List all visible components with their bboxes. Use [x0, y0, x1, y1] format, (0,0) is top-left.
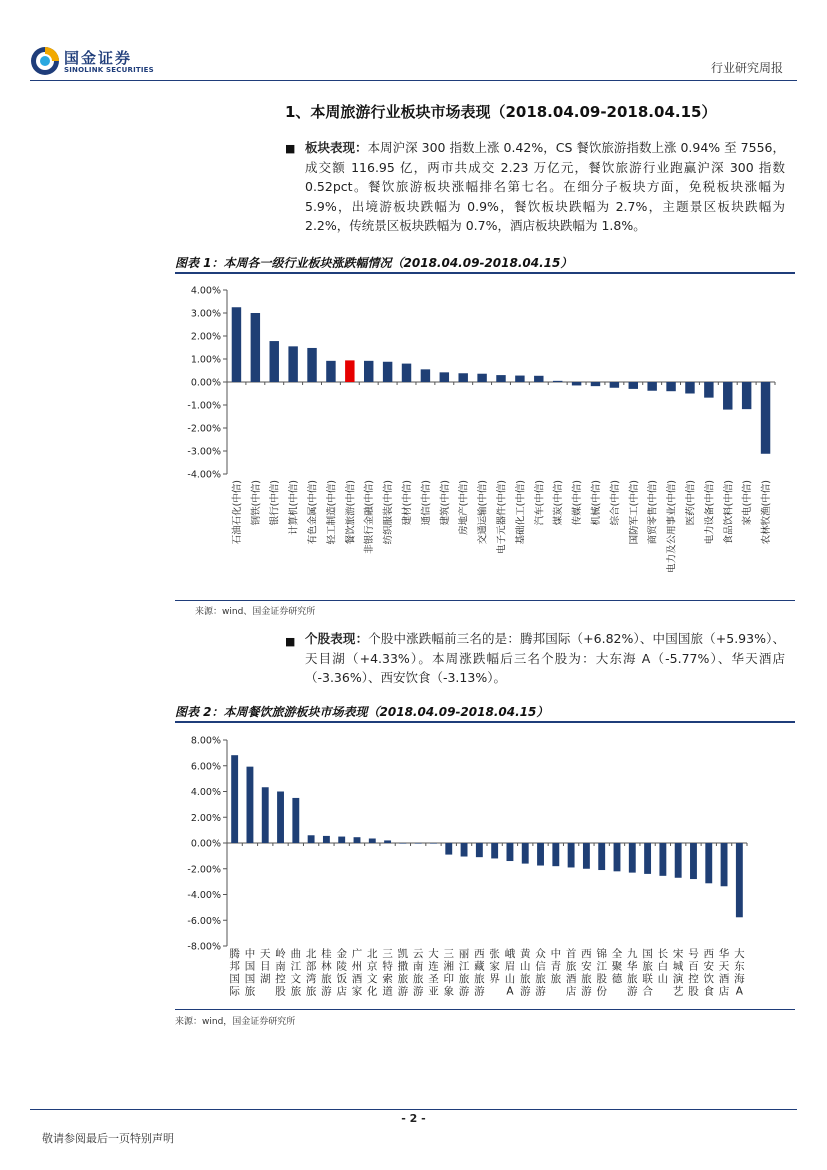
x-tick-label: 宋城演艺: [672, 948, 684, 998]
bar: [723, 382, 732, 410]
x-tick-label: 机械(中信): [590, 480, 602, 526]
x-tick-label: 西藏旅游: [474, 948, 485, 998]
bar: [477, 374, 486, 382]
x-tick-label: 张家界: [489, 948, 500, 985]
x-tick-label: 丽江旅游: [458, 948, 470, 998]
x-tick-label: 电力及公用事业(中信): [666, 480, 678, 573]
x-tick-label: 北京文化: [367, 948, 378, 998]
bar: [461, 843, 468, 857]
x-tick-label: 非银行金融(中信): [364, 480, 376, 554]
x-tick-label: 中青旅: [550, 948, 562, 985]
x-tick-label: 金陵饭店: [336, 948, 347, 998]
bar: [675, 843, 682, 878]
y-tick-label: -4.00%: [187, 469, 221, 481]
y-tick-label: 8.00%: [190, 735, 221, 747]
bar: [705, 843, 712, 883]
bar: [445, 843, 452, 855]
x-tick-label: 凯撒旅游: [397, 948, 409, 998]
report-type: 行业研究周报: [710, 61, 783, 75]
bar: [610, 382, 619, 388]
x-tick-label: 长白山: [657, 948, 669, 985]
x-tick-label: 餐饮旅游(中信): [345, 480, 357, 545]
x-tick-label: 广州酒家: [351, 948, 363, 998]
bar: [308, 835, 315, 843]
x-tick-label: 传媒(中信): [572, 480, 584, 526]
x-tick-label: 北部湾旅: [305, 948, 317, 998]
paragraph-text: 本周沪深 300 指数上涨 0.42%，CS 餐饮旅游指数上涨 0.94% 至 7556，成交额 116.95 亿，两市共成交 2.23 万亿元，餐饮旅游行业跑赢沪深 300 指数 0.52pct。餐饮旅游板块涨幅排名第七名。在细分子板块方面，免税板块涨幅为 5.9%，出境游板块跌幅为 0.9%，餐饮板块跌幅为 2.7%，主题景区板块跌幅为 2.2%，传统景区板块跌幅为 0.7%，酒店板块跌幅为 1.8%。: [305, 140, 785, 234]
x-tick-label: 汽车(中信): [534, 480, 546, 526]
x-tick-label: 电力设备(中信): [704, 480, 716, 545]
bar: [552, 843, 559, 866]
x-tick-label: 建材(中信): [402, 480, 414, 526]
x-tick-label: 号百控股: [688, 948, 699, 998]
y-tick-label: 0.00%: [190, 377, 221, 389]
bar: [323, 836, 330, 843]
y-tick-label: 3.00%: [190, 308, 221, 320]
bar: [430, 843, 437, 844]
bar: [262, 787, 269, 843]
bar: [421, 369, 430, 382]
bar: [251, 313, 260, 382]
bar: [598, 843, 605, 870]
bar: [364, 361, 373, 382]
bar: [644, 843, 651, 874]
bar: [629, 843, 636, 873]
section-title: 1、本周旅游行业板块市场表现（2018.04.09-2018.04.15）: [285, 103, 717, 121]
x-tick-label: 九华旅游: [627, 948, 638, 998]
figure1-bottom-rule: [175, 600, 795, 601]
bar: [402, 364, 411, 382]
bar: [326, 361, 335, 382]
x-tick-label: 电子元器件(中信): [496, 480, 508, 554]
bar: [761, 382, 770, 454]
figure1-top-rule: [175, 272, 795, 274]
y-tick-label: 2.00%: [190, 331, 221, 343]
x-tick-label: 众信旅游: [535, 948, 546, 998]
bullet-icon: ■: [285, 635, 296, 648]
x-tick-label: 有色金属(中信): [307, 480, 319, 545]
x-tick-label: 农林牧渔(中信): [761, 480, 773, 545]
x-tick-label: 岭南控股: [275, 948, 286, 998]
paragraph-text: 个股中涨跌幅前三名的是：腾邦国际（+6.82%）、中国国旅（+5.93%）、天目湖（+4.33%）。本周涨跌幅后三名个股为：大东海 A（-5.77%）、华天酒店（-3.36%）、西安饮食（-3.13%）。: [305, 631, 785, 686]
bar: [721, 843, 728, 886]
x-tick-label: 通信(中信): [420, 480, 432, 526]
bar: [614, 843, 621, 871]
x-tick-label: 房地产(中信): [458, 480, 470, 535]
y-tick-label: -3.00%: [187, 446, 221, 458]
bar: [458, 373, 467, 382]
bar: [399, 843, 406, 844]
x-tick-label: 曲江文旅: [290, 948, 302, 998]
bar: [277, 792, 284, 844]
bar: [522, 843, 529, 864]
bar: [666, 382, 675, 391]
bar: [591, 382, 600, 386]
x-tick-label: 大东海 A: [734, 948, 745, 998]
bar: [292, 798, 299, 843]
x-tick-label: 银行(中信): [269, 480, 281, 526]
bar: [496, 375, 505, 382]
x-tick-label: 煤炭(中信): [553, 480, 565, 526]
x-tick-label: 商贸零售(中信): [647, 480, 659, 545]
figure2-source: 来源：wind，国金证券研究所: [175, 1017, 296, 1027]
y-tick-label: -2.00%: [187, 864, 221, 876]
y-tick-label: -8.00%: [187, 941, 221, 953]
x-tick-label: 医药(中信): [685, 480, 697, 526]
bar: [572, 382, 581, 385]
bar: [742, 382, 751, 409]
bar: [345, 360, 354, 382]
bar: [384, 840, 391, 843]
figure2-title: 图表 2：本周餐饮旅游板块市场表现（2018.04.09-2018.04.15）: [175, 705, 549, 719]
y-tick-label: 2.00%: [190, 812, 221, 824]
x-tick-label: 黄山旅游: [519, 948, 531, 998]
figure1-source: 来源：wind、国金证券研究所: [195, 607, 316, 617]
figure1-title: 图表 1：本周各一级行业板块涨跌幅情况（2018.04.09-2018.04.15）: [175, 256, 573, 270]
x-tick-label: 计算机(中信): [288, 480, 300, 535]
x-tick-label: 云南旅游: [412, 948, 424, 998]
y-tick-label: -1.00%: [187, 400, 221, 412]
bar: [629, 382, 638, 389]
bar: [247, 767, 254, 843]
bar: [354, 837, 361, 843]
footer-disclaimer: 敬请参阅最后一页特别声明: [42, 1132, 174, 1145]
x-tick-label: 华天酒店: [718, 948, 730, 998]
bullet-icon: ■: [285, 142, 296, 155]
logo-text-cn: 国金证券: [64, 49, 133, 67]
x-tick-label: 国防军工(中信): [628, 480, 640, 545]
y-tick-label: -4.00%: [187, 890, 221, 901]
bar: [537, 843, 544, 866]
bar: [231, 755, 238, 843]
y-tick-label: 6.00%: [190, 761, 221, 773]
x-tick-label: 综合(中信): [609, 480, 621, 526]
x-tick-label: 国旅联合: [642, 948, 653, 998]
y-tick-label: 0.00%: [190, 838, 221, 850]
y-tick-label: 4.00%: [190, 285, 221, 297]
bar: [704, 382, 713, 398]
x-tick-label: 轻工制造(中信): [326, 480, 338, 545]
x-tick-label: 建筑(中信): [439, 480, 451, 526]
x-tick-label: 中国国旅: [244, 948, 256, 998]
x-tick-label: 西安饮食: [703, 948, 715, 998]
y-tick-label: 1.00%: [190, 354, 221, 366]
bar: [647, 382, 656, 391]
figure2-bottom-rule: [175, 1009, 795, 1010]
x-tick-label: 石油石化(中信): [231, 480, 243, 545]
bar: [338, 837, 345, 843]
x-tick-label: 三湘印象: [443, 948, 455, 998]
x-tick-label: 桂林旅游: [321, 948, 332, 998]
paragraph-stock-performance: [305, 629, 785, 688]
bar: [383, 362, 392, 382]
x-tick-label: 腾邦国际: [229, 948, 240, 998]
x-tick-label: 首旅酒店: [565, 948, 577, 998]
y-tick-label: -2.00%: [187, 423, 221, 435]
logo-icon: [30, 46, 60, 76]
x-tick-label: 西安旅游: [581, 948, 592, 998]
bar: [440, 372, 449, 382]
x-tick-label: 峨眉山 A: [504, 948, 516, 998]
x-tick-label: 锦江股份: [596, 948, 607, 998]
x-tick-label: 天目湖: [259, 948, 271, 985]
bar: [288, 346, 297, 382]
bar: [690, 843, 697, 879]
bar: [685, 382, 694, 394]
x-tick-label: 钢铁(中信): [250, 480, 262, 526]
x-tick-label: 三特索道: [382, 948, 393, 998]
page-number: - 2 -: [401, 1112, 426, 1125]
paragraph-lead: 板块表现：: [305, 140, 368, 155]
bar: [534, 376, 543, 382]
x-tick-label: 交通运输(中信): [477, 480, 489, 545]
bar: [568, 843, 575, 867]
x-tick-label: 全聚德: [611, 948, 623, 985]
figure2-chart: [175, 726, 795, 1008]
bar: [553, 381, 562, 382]
x-tick-label: 食品饮料(中信): [723, 480, 735, 545]
bar: [415, 843, 422, 844]
bar: [659, 843, 666, 876]
x-tick-label: 基础化工(中信): [515, 480, 527, 545]
header-divider: [30, 80, 797, 81]
logo-text-en: SINOLINK SECURITIES: [64, 66, 154, 74]
bar: [476, 843, 483, 857]
bar: [491, 843, 498, 858]
x-tick-label: 大连圣亚: [428, 948, 439, 998]
bar: [515, 376, 524, 382]
x-tick-label: 纺织服装(中信): [383, 480, 395, 545]
bar: [232, 307, 241, 382]
footer-divider: [30, 1109, 797, 1110]
paragraph-lead: 个股表现：: [305, 631, 369, 646]
x-tick-label: 家电(中信): [742, 480, 754, 526]
y-tick-label: 4.00%: [190, 787, 221, 798]
paragraph-sector-performance: [305, 138, 785, 236]
figure2-top-rule: [175, 721, 795, 723]
bar: [583, 843, 590, 869]
bar: [507, 843, 514, 861]
bar: [270, 341, 279, 382]
bar: [736, 843, 743, 917]
bar: [307, 348, 316, 382]
figure1-chart: [175, 278, 795, 598]
bar: [369, 838, 376, 843]
y-tick-label: -6.00%: [187, 915, 221, 927]
